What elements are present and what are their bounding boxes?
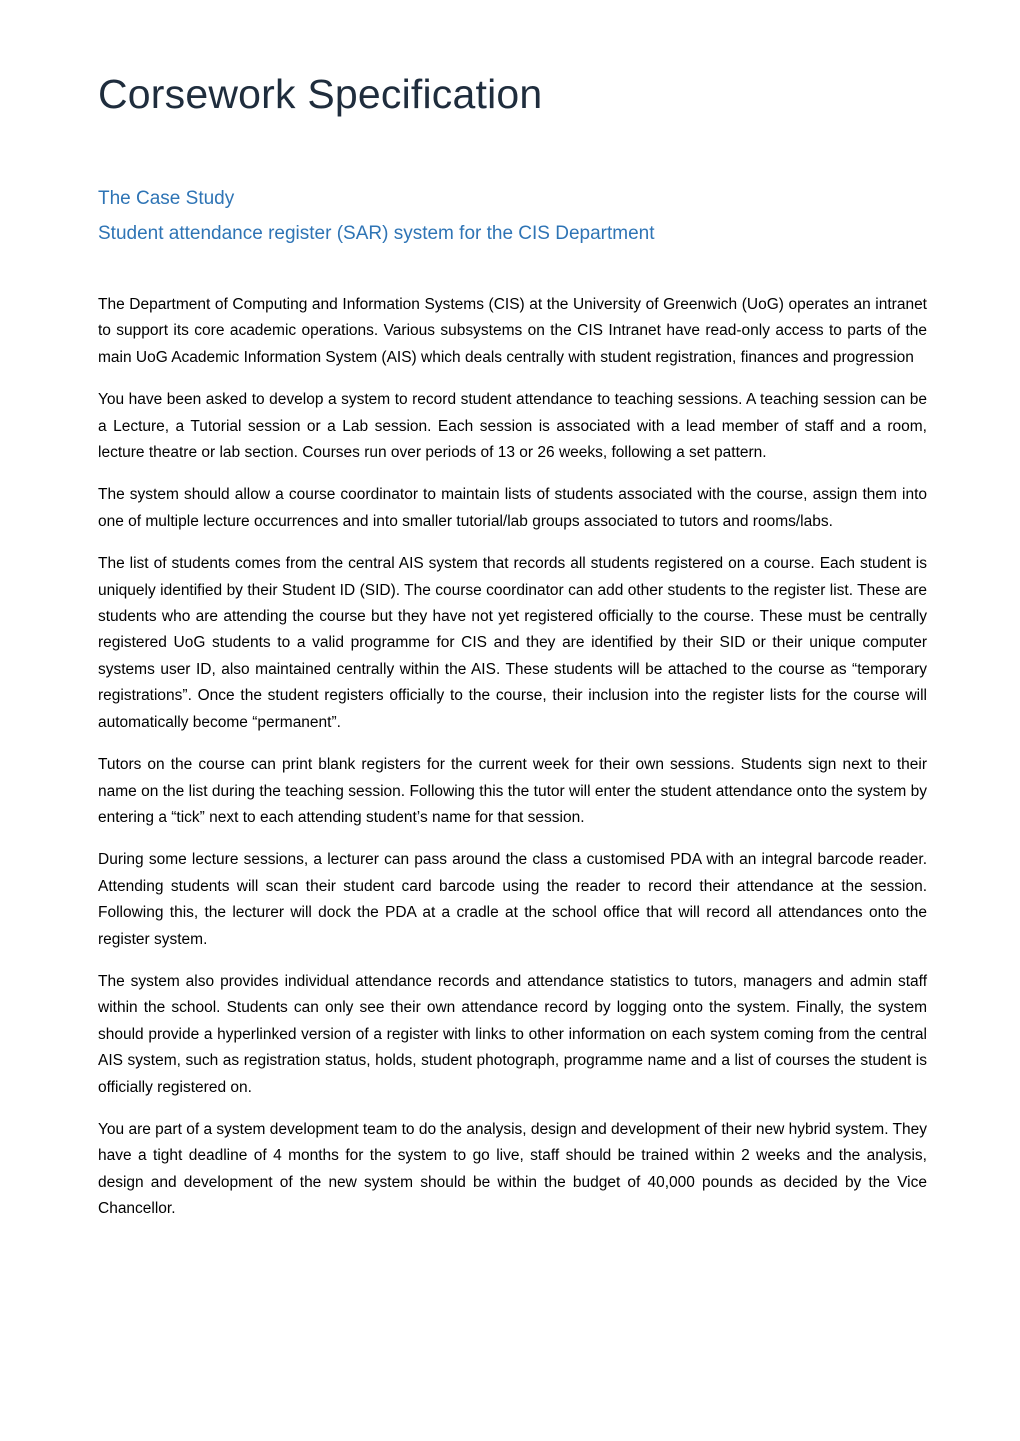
paragraph-tutors: Tutors on the course can print blank registers for the current week for their own sessions. Students sign next to their name on the list during the teaching session. Following this the tutor will enter the student attendance onto the system by entering a “tick” next to each attending student’s name for that session. bbox=[98, 756, 927, 826]
paragraph-student-list: The list of students comes from the central AIS system that records all students registered on a course. Each student is uniquely identified by their Student ID (SID). The course coordinator can add other students to the register list. These are students who are attending the course but they have not yet registered officially to the course. These must be centrally registered UoG students to a valid programme for CIS and they are identified by their SID or their unique computer systems user ID, also maintained centrally within the AIS. These students will be attached to the course as “temporary registrations”. Once the student registers officially to the course, their inclusion into the register lists for the course will automatically become “permanent”. bbox=[98, 555, 927, 731]
paragraph-team: You are part of a system development team to do the analysis, design and development of their new hybrid system. They have a tight deadline of 4 months for the system to go live, staff should be trained within 2 weeks and the analysis, design and development of the new system should be within the budget of 40,000 pounds as decided by the Vice Chancellor. bbox=[98, 1120, 927, 1218]
paragraph-task: You have been asked to develop a system to record student attendance to teaching sessions. A teaching session can be a Lecture, a Tutorial session or a Lab session. Each session is associated with a lead member of staff and a room, lecture theatre or lab section. Courses run over periods of 13 or 26 weeks, following a set pattern. bbox=[98, 391, 927, 462]
paragraph-pda: During some lecture sessions, a lecturer can pass around the class a customised PDA with an integral barcode reader. Attending students will scan their student card barcode using the reader to record their attendance at the session. Following this, the lecturer will dock the PDA at a cradle at the school office that will record all attendances onto the register system. bbox=[98, 851, 927, 948]
paragraph-intro: The Department of Computing and Information Systems (CIS) at the University of Greenwich (UoG) operates an intranet to support its core academic operations. Various subsystems on the CIS Intranet have read-only access to parts of the main UoG Academic Information System (AIS) which deals centrally with student registration, finances and progression bbox=[98, 296, 927, 366]
document-title: Corsework Specification bbox=[98, 71, 543, 117]
heading-case-study: The Case Study bbox=[98, 188, 235, 209]
paragraph-records: The system also provides individual attendance records and attendance statistics to tutors, managers and admin staff within the school. Students can only see their own attendance record by logging onto the system. Finally, the system should provide a hyperlinked version of a register with links to other information on each system coming from the central AIS system, such as registration status, holds, student photograph, programme name and a list of courses the student is officially registered on. bbox=[98, 972, 927, 1096]
document-body bbox=[98, 292, 927, 1239]
paragraph-coordinator: The system should allow a course coordinator to maintain lists of students associated with the course, assign them into one of multiple lecture occurrences and into smaller tutorial/lab groups associated to tutors and rooms/labs. bbox=[98, 486, 927, 530]
heading-sar-system: Student attendance register (SAR) system for the CIS Department bbox=[98, 223, 655, 244]
